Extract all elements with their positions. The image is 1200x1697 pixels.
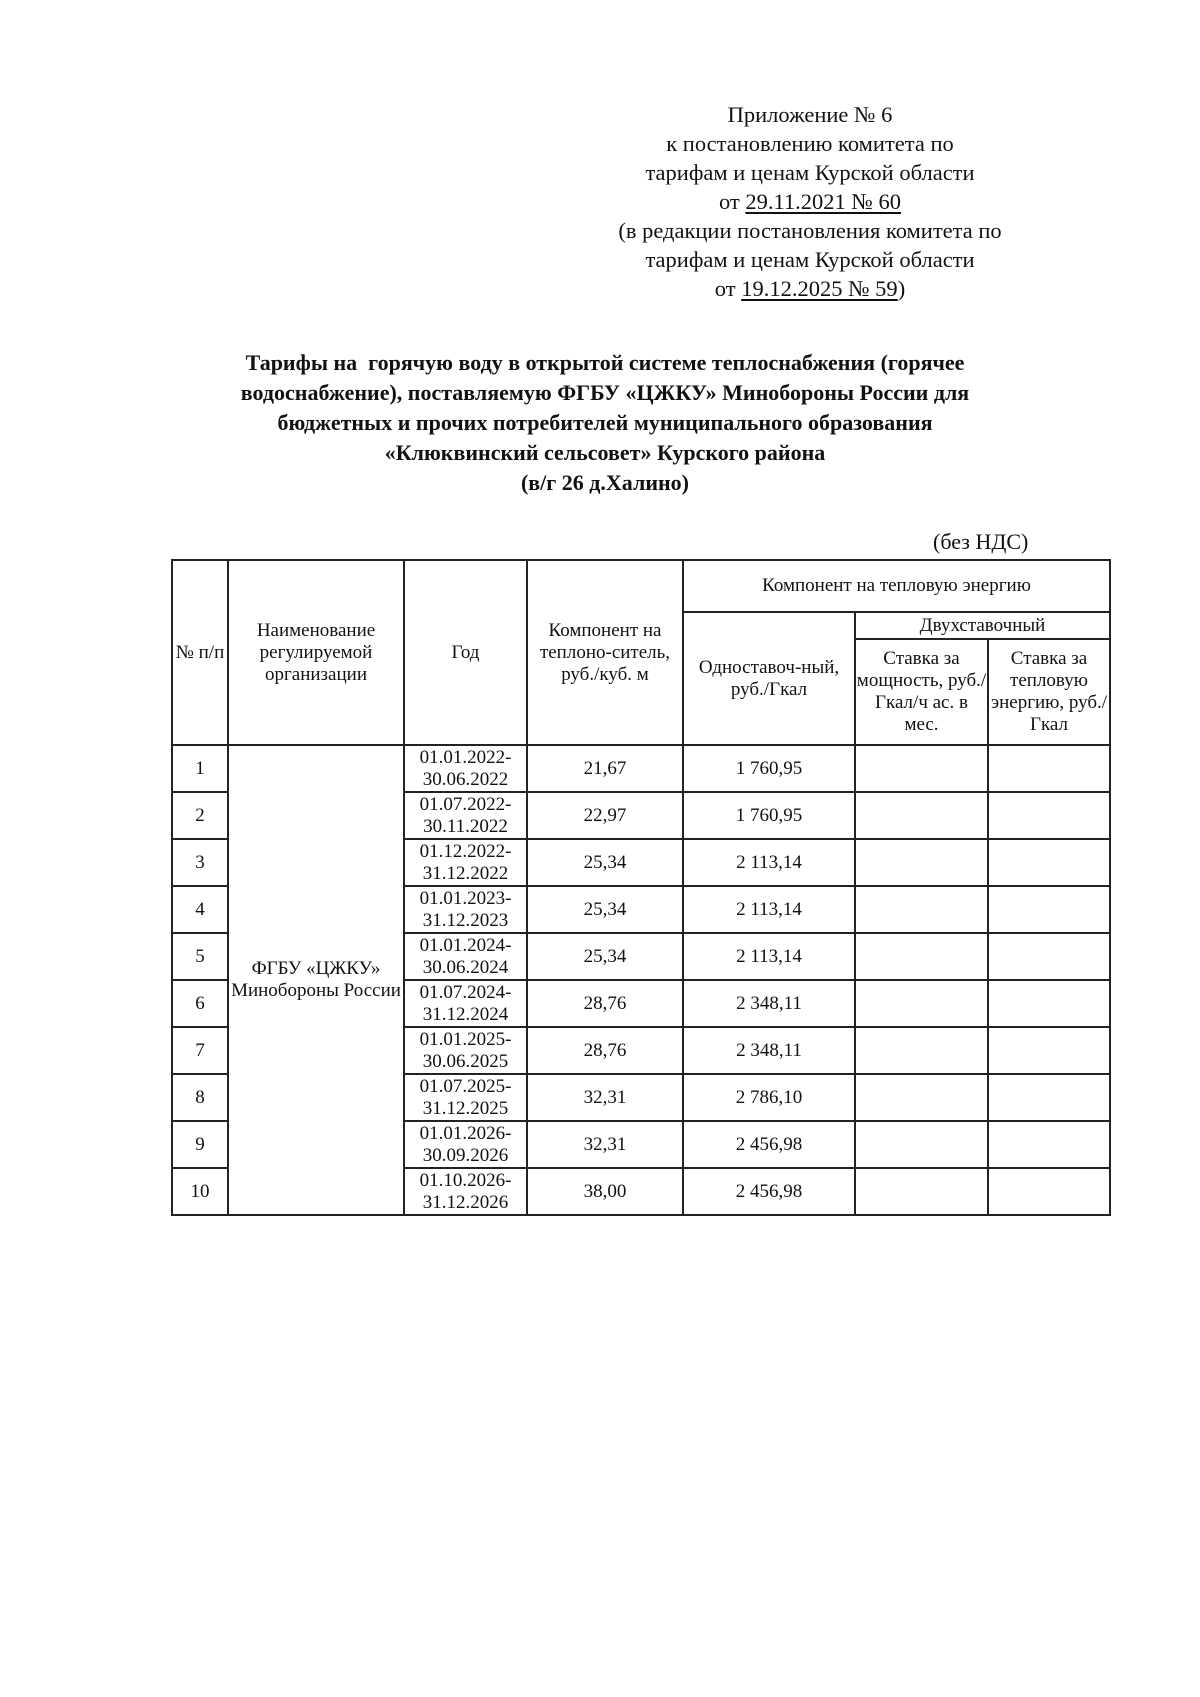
row-energy <box>988 886 1110 933</box>
header-carrier: Компонент на теплоно-ситель, руб./куб. м <box>527 560 683 745</box>
appendix-line-7 <box>560 274 1060 303</box>
row-carrier: 38,00 <box>527 1168 683 1215</box>
row-period <box>404 886 527 933</box>
row-carrier: 32,31 <box>527 1074 683 1121</box>
row-capacity <box>855 1121 988 1168</box>
appendix-line-4 <box>560 187 1060 216</box>
row-num: 2 <box>172 792 228 839</box>
row-single: 2 348,11 <box>683 1027 855 1074</box>
header-org: Наименование регулируемой организации <box>228 560 404 745</box>
row-capacity <box>855 1168 988 1215</box>
period-start: 01.01.2024- <box>419 934 512 956</box>
row-single: 2 348,11 <box>683 980 855 1027</box>
period-start: 01.07.2024- <box>419 981 512 1003</box>
period-end: 31.12.2022 <box>422 862 509 884</box>
title-line-3: бюджетных и прочих потребителей муниципального образования <box>277 410 933 435</box>
period-start: 01.12.2022- <box>419 840 512 862</box>
header-single: Одноставоч-ный, руб./Гкал <box>683 612 855 745</box>
row-single: 2 113,14 <box>683 886 855 933</box>
appendix-line-7-prefix: от <box>714 276 742 301</box>
period-start: 01.01.2022- <box>419 746 512 768</box>
document-title <box>160 348 1050 498</box>
row-energy <box>988 1168 1110 1215</box>
appendix-header <box>560 100 1060 303</box>
amending-resolution-ref: 19.12.2025 № 59 <box>741 276 898 301</box>
row-period <box>404 1027 527 1074</box>
row-single: 2 113,14 <box>683 933 855 980</box>
row-num: 3 <box>172 839 228 886</box>
title-line-4: «Клюквинский сельсовет» Курского района <box>384 440 826 465</box>
row-period <box>404 1168 527 1215</box>
period-start: 01.10.2026- <box>419 1169 512 1191</box>
row-single: 2 456,98 <box>683 1168 855 1215</box>
row-carrier: 28,76 <box>527 980 683 1027</box>
row-energy <box>988 792 1110 839</box>
appendix-line-5: (в редакции постановления комитета по <box>618 218 1002 243</box>
appendix-line-4-prefix: от <box>718 189 746 214</box>
period-start: 01.01.2023- <box>419 887 512 909</box>
row-period <box>404 933 527 980</box>
row-period <box>404 792 527 839</box>
row-energy <box>988 1121 1110 1168</box>
row-carrier: 25,34 <box>527 886 683 933</box>
row-num: 9 <box>172 1121 228 1168</box>
period-start: 01.01.2025- <box>419 1028 512 1050</box>
organization-name: ФГБУ «ЦЖКУ» Минобороны России <box>228 745 404 1215</box>
row-energy <box>988 1074 1110 1121</box>
row-period <box>404 1074 527 1121</box>
title-line-2: водоснабжение), поставляемую ФГБУ «ЦЖКУ» Минобороны России для <box>240 380 970 405</box>
row-energy <box>988 1027 1110 1074</box>
row-energy <box>988 839 1110 886</box>
row-capacity <box>855 1074 988 1121</box>
row-single: 1 760,95 <box>683 792 855 839</box>
title-line-1: Тарифы на горячую воду в открытой системе теплоснабжения (горячее <box>245 350 965 375</box>
period-start: 01.01.2026- <box>419 1122 512 1144</box>
row-num: 10 <box>172 1168 228 1215</box>
period-end: 30.06.2022 <box>422 768 509 790</box>
row-period <box>404 980 527 1027</box>
period-end: 30.09.2026 <box>422 1144 509 1166</box>
row-capacity <box>855 839 988 886</box>
row-carrier: 32,31 <box>527 1121 683 1168</box>
row-single: 2 113,14 <box>683 839 855 886</box>
appendix-line-7-suffix: ) <box>897 276 906 301</box>
header-capacity: Ставка за мощность, руб./Гкал/ч ас. в мес. <box>855 639 988 745</box>
period-end: 31.12.2023 <box>422 909 509 931</box>
row-energy <box>988 745 1110 792</box>
row-num: 8 <box>172 1074 228 1121</box>
table-row <box>172 745 1110 792</box>
period-end: 31.12.2025 <box>422 1097 509 1119</box>
row-num: 1 <box>172 745 228 792</box>
row-single: 2 786,10 <box>683 1074 855 1121</box>
period-end: 31.12.2024 <box>422 1003 509 1025</box>
row-carrier: 22,97 <box>527 792 683 839</box>
row-capacity <box>855 886 988 933</box>
header-num: № п/п <box>172 560 228 745</box>
period-end: 30.06.2024 <box>422 956 509 978</box>
row-carrier: 25,34 <box>527 839 683 886</box>
header-thermal: Компонент на тепловую энергию <box>683 560 1110 612</box>
period-start: 01.07.2025- <box>419 1075 512 1097</box>
appendix-line-1: Приложение № 6 <box>727 102 893 127</box>
row-num: 5 <box>172 933 228 980</box>
appendix-line-2: к постановлению комитета по <box>666 131 954 156</box>
row-single: 2 456,98 <box>683 1121 855 1168</box>
row-carrier: 21,67 <box>527 745 683 792</box>
row-capacity <box>855 933 988 980</box>
row-period <box>404 745 527 792</box>
row-capacity <box>855 1027 988 1074</box>
row-num: 6 <box>172 980 228 1027</box>
vat-note: (без НДС) <box>933 529 1029 554</box>
row-num: 7 <box>172 1027 228 1074</box>
period-end: 30.11.2022 <box>423 815 508 837</box>
header-two-rate: Двухставочный <box>855 612 1110 639</box>
period-end: 31.12.2026 <box>422 1191 509 1213</box>
header-year: Год <box>404 560 527 745</box>
period-end: 30.06.2025 <box>422 1050 509 1072</box>
title-line-5: (в/г 26 д.Халино) <box>520 470 690 495</box>
period-start: 01.07.2022- <box>419 793 512 815</box>
row-carrier: 25,34 <box>527 933 683 980</box>
appendix-line-6: тарифам и ценам Курской области <box>645 247 975 272</box>
row-capacity <box>855 745 988 792</box>
header-energy: Ставка за тепловую энергию, руб./Гкал <box>988 639 1110 745</box>
row-capacity <box>855 792 988 839</box>
row-energy <box>988 980 1110 1027</box>
row-single: 1 760,95 <box>683 745 855 792</box>
appendix-line-3: тарифам и ценам Курской области <box>645 160 975 185</box>
row-num: 4 <box>172 886 228 933</box>
tariff-table <box>171 559 1111 1216</box>
row-capacity <box>855 980 988 1027</box>
original-resolution-ref: 29.11.2021 № 60 <box>745 189 902 214</box>
row-period <box>404 1121 527 1168</box>
row-carrier: 28,76 <box>527 1027 683 1074</box>
row-energy <box>988 933 1110 980</box>
row-period <box>404 839 527 886</box>
